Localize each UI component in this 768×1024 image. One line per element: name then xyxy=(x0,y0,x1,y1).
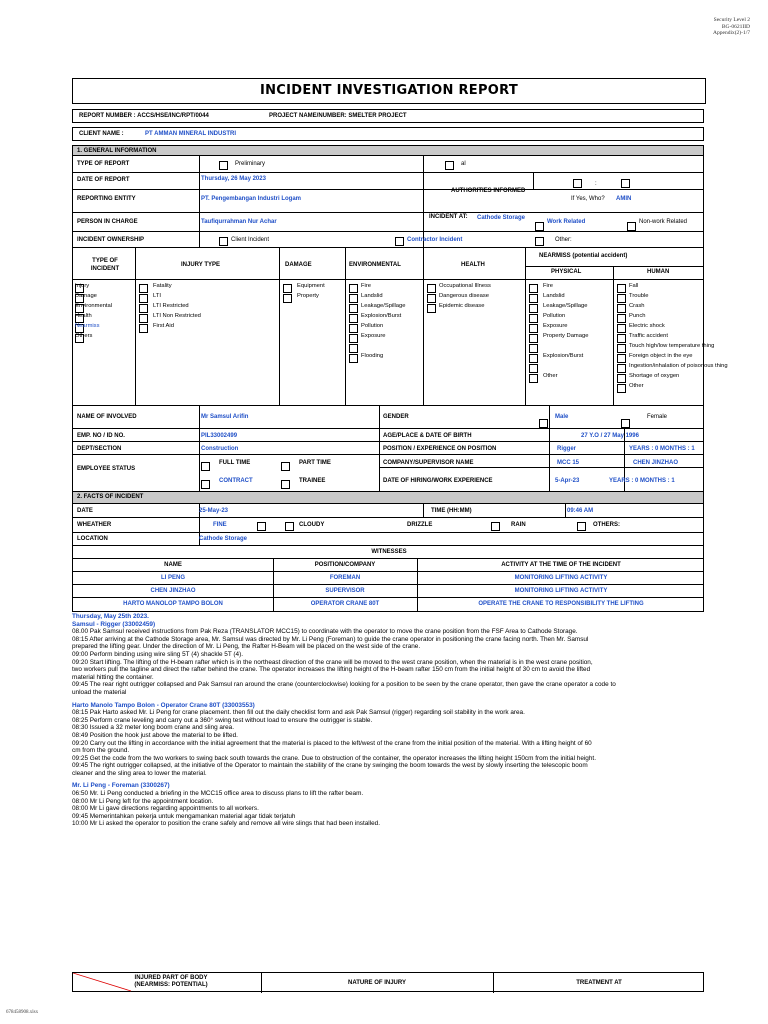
environmental-option-label: Exposure xyxy=(361,333,386,339)
physical-option-label: Other xyxy=(543,373,558,379)
emp-no-value: PIL33002499 xyxy=(201,433,238,439)
weather-label: WHEATHER xyxy=(77,522,112,528)
emp-no-label: EMP. NO / ID NO. xyxy=(77,433,125,439)
environmental-option-checkbox[interactable] xyxy=(349,304,358,313)
injury-option-label: LTI Restricted xyxy=(153,303,189,309)
environmental-option-checkbox[interactable] xyxy=(349,334,358,343)
witness-activity: MONITORING LIFTING ACTIVITY xyxy=(514,575,608,581)
human-option-label: Touch high/low temperature thing xyxy=(629,343,715,349)
incident-narrative xyxy=(72,613,704,970)
narrative-line: 09:25 Get the code from the two workers to swing back south towards the crane. Due to obstruction of the container, the operator increases the lifting height 150cm from the initial height. xyxy=(72,754,596,762)
type-option-label: Injury xyxy=(75,283,90,289)
position-label: POSITION / EXPERIENCE ON POSITION xyxy=(383,446,497,452)
witness-position: SUPERVISOR xyxy=(325,588,365,594)
incident-at-label: INCIDENT AT: xyxy=(429,214,468,220)
type-of-report-label: TYPE OF REPORT xyxy=(77,161,130,167)
contract-checkbox[interactable] xyxy=(201,480,210,489)
human-option-checkbox[interactable] xyxy=(617,294,626,303)
footer-injured-part: INJURED PART OF BODY (NEARMISS: POTENTIAL) xyxy=(134,975,208,988)
female-checkbox[interactable] xyxy=(621,419,630,428)
human-option-label: Trouble xyxy=(629,293,649,299)
position-value: Rigger xyxy=(557,446,577,452)
age-label: AGE/PLACE & DATE OF BIRTH xyxy=(383,433,472,439)
authorities-label: AUTHORITIES INFORMED xyxy=(451,188,526,194)
header-injury-type: INJURY TYPE xyxy=(181,262,221,268)
health-option-checkbox[interactable] xyxy=(427,284,436,293)
date-value: 25-May-23 xyxy=(199,508,229,514)
human-option-checkbox[interactable] xyxy=(617,354,626,363)
authorities-no-checkbox[interactable] xyxy=(621,179,630,188)
injury-option-label: Fatality xyxy=(153,283,172,289)
human-option-checkbox[interactable] xyxy=(617,344,626,353)
drizzle-label: DRIZZLE xyxy=(407,522,433,528)
location-label: LOCATION xyxy=(77,536,108,542)
person-in-charge-value: Taufiqurrahman Nur Achar xyxy=(201,219,277,225)
witness-name: LI PENG xyxy=(160,575,185,581)
narrative-line: 09:45 The right outrigger collapsed, at the initiative of the Operator to maintain the stability of the crane by swinging the boom towards the west by slowly inserting the telescopic boom xyxy=(72,762,588,770)
involved-person-block xyxy=(72,406,704,492)
security-appendix: Appendix(2)-1/7 xyxy=(713,30,750,36)
narrative-line: 09:00 Perform binding using wire sling 5T (4) shackle 5T (4). xyxy=(72,650,243,658)
date-label: DATE xyxy=(77,508,93,514)
narrative-line: cm from the ground. xyxy=(72,747,130,755)
non-work-related-label: Non-work Related xyxy=(639,219,688,225)
male-checkbox[interactable] xyxy=(539,419,548,428)
human-option-label: Shortage of oxygen xyxy=(629,373,680,379)
damage-option-label: Property xyxy=(297,293,319,299)
human-option-checkbox[interactable] xyxy=(617,304,626,313)
preliminary-checkbox[interactable] xyxy=(219,161,228,170)
trainee-label: TRAINEE xyxy=(299,478,326,484)
client-incident-checkbox[interactable] xyxy=(219,237,228,246)
narrative-line: 10:00 Mr Li asked the operator to position the crane safely and remove all wire slings that had been installed. xyxy=(72,820,380,828)
environmental-option-checkbox[interactable] xyxy=(349,294,358,303)
contract-label: CONTRACT xyxy=(219,478,253,484)
others-weather-label: OTHERS: xyxy=(593,522,620,528)
name-involved-value: Mr Samsul Arifin xyxy=(201,414,249,420)
narrative-line: 08:00 Mr Li gave directions regarding appointments to all workers. xyxy=(72,805,259,813)
human-option-label: Punch xyxy=(629,313,646,319)
type-option-label: Others xyxy=(75,333,93,339)
authorities-yes-checkbox[interactable] xyxy=(573,179,582,188)
rain-checkbox[interactable] xyxy=(577,522,586,531)
footer-treatment-at: TREATMENT AT xyxy=(576,980,622,986)
human-option-checkbox[interactable] xyxy=(617,374,626,383)
employee-status-label: EMPLOYEE STATUS xyxy=(77,466,136,472)
hiring-value: 5-Apr-23 xyxy=(555,478,580,484)
physical-option-checkbox[interactable] xyxy=(529,314,538,323)
preliminary-label: Preliminary xyxy=(235,161,266,167)
project-label: PROJECT NAME/NUMBER: SMELTER PROJECT xyxy=(269,113,407,119)
environmental-option-label: Pollution xyxy=(361,323,384,329)
incident-at-value: Cathode Storage xyxy=(477,215,526,221)
cloudy-checkbox[interactable] xyxy=(285,522,294,531)
damage-option-label: Equipment xyxy=(297,283,325,289)
narrative-line: cleaner and the sling area to lower the material. xyxy=(72,769,207,777)
human-option-checkbox[interactable] xyxy=(617,284,626,293)
age-value: 27 Y.O / 27 May 1996 xyxy=(581,433,639,439)
injury-option-checkbox[interactable] xyxy=(139,284,148,293)
narrative-line: material hitting the container. xyxy=(72,673,154,681)
other-ownership-label: Other: xyxy=(555,237,572,243)
location-value: Cathode Storage xyxy=(199,536,248,542)
other-ownership-checkbox[interactable] xyxy=(535,237,544,246)
time-value: 09:46 AM xyxy=(567,508,594,514)
fine-checkbox[interactable] xyxy=(257,522,266,531)
narrative-line: 08:15 Pak Harto asked Mr. Li Peng for crane placement. then fill out the daily checklist form and ask Pak Samsul (rigger) regarding soil stability in the work area. xyxy=(72,709,525,717)
non-work-related-checkbox[interactable] xyxy=(627,222,636,231)
witnesses-label: WITNESSES xyxy=(371,549,407,555)
environmental-option-checkbox[interactable] xyxy=(349,344,358,353)
fine-label: FINE xyxy=(213,522,227,528)
witness-header-position: POSITION/COMPANY xyxy=(314,562,376,568)
environmental-option-checkbox[interactable] xyxy=(349,284,358,293)
witness-position: FOREMAN xyxy=(329,575,361,581)
physical-option-label: Exposure xyxy=(543,323,568,329)
human-option-label: Crash xyxy=(629,303,645,309)
header-environmental: ENVIRONMENTAL xyxy=(349,262,401,268)
incident-type-grid xyxy=(72,248,728,406)
environmental-option-label: Explosion/Burst xyxy=(361,313,402,319)
narrative-heading: Thursday, May 25th 2023. xyxy=(72,613,149,620)
physical-option-checkbox[interactable] xyxy=(529,304,538,313)
environmental-option-checkbox[interactable] xyxy=(349,324,358,333)
full-time-label: FULL TIME xyxy=(219,460,251,466)
narrative-line: prepared the lifting gear. Under the direction of Mr. Li Peng, the Rafter H-Beam will be placed on the west side of the crane. xyxy=(72,643,421,651)
company-value: MCC 15 xyxy=(557,460,580,466)
physical-option-checkbox[interactable] xyxy=(529,354,538,363)
section-general-information: 1. GENERAL INFORMATION xyxy=(72,145,704,156)
narrative-heading: Mr. Li Peng - Foreman (3300267) xyxy=(72,782,170,790)
physical-option-checkbox[interactable] xyxy=(529,364,538,373)
security-level: Security Level 2 xyxy=(713,17,750,23)
rain-label: RAIN xyxy=(511,522,526,528)
witness-position: OPERATOR CRANE 80T xyxy=(310,601,380,607)
injury-option-label: First Aid xyxy=(153,323,174,329)
name-involved-label: NAME OF INVOLVED xyxy=(77,414,137,420)
dept-value: Construction xyxy=(201,446,239,452)
narrative-line: 09:20 Start lifting. The lifting of the H-beam rafter which is in the northeast direction of the crane will be moved to the west crane position, when the material is in the west crane position, xyxy=(72,658,593,666)
trainee-checkbox[interactable] xyxy=(281,480,290,489)
incident-ownership-label: INCIDENT OWNERSHIP xyxy=(77,237,145,243)
time-label: TIME (HH:MM) xyxy=(431,508,472,514)
company-label: COMPANY/SUPERVISOR NAME xyxy=(383,460,474,466)
human-option-label: Other xyxy=(629,383,644,389)
gender-male-label: Male xyxy=(555,414,569,420)
narrative-line: 08:25 Perform crane leveling and carry out a 360° swing test without load to ensure the outrigger is stable. xyxy=(72,716,373,724)
footer-nature-of-injury: NATURE OF INJURY xyxy=(347,980,406,986)
hiring-label: DATE OF HIRING/WORK EXPERIENCE xyxy=(383,478,493,484)
health-option-label: Epidemic disease xyxy=(439,303,485,309)
environmental-option-label: Landslid xyxy=(361,293,383,299)
narrative-line: 08:30 Issued a 32 meter long boom crane and sling area. xyxy=(72,724,235,732)
physical-option-checkbox[interactable] xyxy=(529,284,538,293)
witness-activity: OPERATE THE CRANE TO RESPONSIBILITY THE LIFTING xyxy=(478,601,644,607)
human-option-checkbox[interactable] xyxy=(617,364,626,373)
final-checkbox[interactable] xyxy=(445,161,454,170)
header-physical: PHYSICAL xyxy=(551,269,582,275)
health-option-checkbox[interactable] xyxy=(427,304,436,313)
human-option-checkbox[interactable] xyxy=(617,384,626,393)
injury-footer-table xyxy=(72,972,704,992)
injury-option-checkbox[interactable] xyxy=(139,304,148,313)
human-option-label: Traffic accident xyxy=(629,333,668,339)
reporting-entity-label: REPORTING ENTITY xyxy=(77,196,136,202)
human-option-label: Electric shock xyxy=(629,323,665,329)
dept-label: DEPT/SECTION xyxy=(77,446,122,452)
date-of-report-value: Thursday, 26 May 2023 xyxy=(201,176,266,182)
narrative-line: 09:45 The rear right outrigger collapsed and Pak Samsul ran around the crane (counterclockwise) looking for a position to be seen by the crane operator, then gave the crane operator a code to xyxy=(72,681,616,689)
physical-option-label: Leakage/Spillage xyxy=(543,303,588,309)
cloudy-label: CLOUDY xyxy=(299,522,325,528)
narrative-line: 06:50 Mr. Li Peng conducted a briefing in the MCC15 office area to discuss plans to lift the rafter beam. xyxy=(72,790,364,798)
health-option-label: Dangerous disease xyxy=(439,293,489,299)
narrative-line: 08:15 After arriving at the Cathode Storage area, Mr. Samsul was directed by Mr. Li Peng (Foreman) to guide the crane operator in positioning the crane facing north. Then Mr. Samsul xyxy=(72,635,589,643)
narrative-line: 08.00 Pak Samsul received instructions from Pak Reza (TRANSLATOR MCC15) to coordinate with the operator to move the crane position from the FSF Area to Cathode Storage. xyxy=(72,628,578,636)
contractor-incident-checkbox[interactable] xyxy=(395,237,404,246)
if-yes-label: If Yes, Who? xyxy=(571,196,605,202)
health-option-checkbox[interactable] xyxy=(427,294,436,303)
human-option-label: Foreign object in the eye xyxy=(629,353,693,359)
narrative-line: two workers pull the tagline and direct the rafter behind the crane. The operator increases the lifting height of the H-beam rafter 150 cm from the initial height of 30 cm to avoid the lifted xyxy=(72,666,591,674)
if-yes-value: AMIN xyxy=(616,196,632,202)
witness-name: CHEN JINZHAO xyxy=(150,588,196,594)
header-human: HUMAN xyxy=(647,269,670,275)
client-incident-label: Client Incident xyxy=(231,237,270,243)
client-row xyxy=(72,127,704,141)
physical-option-label: Pollution xyxy=(543,313,566,319)
injury-option-checkbox[interactable] xyxy=(139,324,148,333)
human-option-checkbox[interactable] xyxy=(617,314,626,323)
narrative-line: unload the material xyxy=(72,688,127,696)
human-option-checkbox[interactable] xyxy=(617,324,626,333)
physical-option-checkbox[interactable] xyxy=(529,374,538,383)
full-time-checkbox[interactable] xyxy=(201,462,210,471)
type-option-label: Environmental xyxy=(75,303,113,309)
health-option-label: Occupational Illness xyxy=(439,283,491,289)
witness-header-name: NAME xyxy=(164,562,182,568)
drizzle-checkbox[interactable] xyxy=(491,522,500,531)
contractor-incident-label: Contractor Incident xyxy=(407,237,463,243)
physical-option-label: Landslid xyxy=(543,293,565,299)
client-value: PT AMMAN MINERAL INDUSTRI xyxy=(145,131,236,137)
report-number-label: REPORT NUMBER : ACCS/HSE/INC/RPT/0044 xyxy=(79,113,209,119)
facts-block xyxy=(72,504,704,546)
narrative-line: 08:49 Position the hook just above the material to be lifted. xyxy=(72,731,238,739)
witness-header-activity: ACTIVITY AT THE TIME OF THE INCIDENT xyxy=(501,562,621,568)
final-label: al xyxy=(461,161,466,167)
reporting-entity-value: PT. Pengembangan Industri Logam xyxy=(201,196,302,202)
work-related-checkbox[interactable] xyxy=(535,222,544,231)
injury-option-checkbox[interactable] xyxy=(139,294,148,303)
work-related-label: Work Related xyxy=(547,219,586,225)
supervisor-value: CHEN JINZHAO xyxy=(633,460,679,466)
header-type-of-incident: TYPE OF INCIDENT xyxy=(90,258,120,272)
witness-activity: MONITORING LIFTING ACTIVITY xyxy=(514,588,608,594)
gender-label: GENDER xyxy=(383,414,409,420)
part-time-checkbox[interactable] xyxy=(281,462,290,471)
gender-female-label: Female xyxy=(647,414,668,420)
human-option-label: Ingestion/inhalation of poisonous thing xyxy=(629,363,728,369)
physical-option-checkbox[interactable] xyxy=(529,344,538,353)
physical-option-checkbox[interactable] xyxy=(529,294,538,303)
date-of-report-label: DATE OF REPORT xyxy=(77,177,130,183)
physical-option-label: Property Damage xyxy=(543,333,589,339)
damage-option-checkbox[interactable] xyxy=(283,294,292,303)
human-option-checkbox[interactable] xyxy=(617,334,626,343)
narrative-line: 09:45 Memerintahkan pekerja untuk mengamankan material agar tidak terjatuh xyxy=(72,812,296,820)
header-nearmiss: NEARMISS (potential accident) xyxy=(539,253,628,259)
physical-option-label: Explosion/Burst xyxy=(543,353,584,359)
environmental-option-checkbox[interactable] xyxy=(349,354,358,363)
file-code: 678458908.xlsx xyxy=(6,1010,39,1015)
page-title: INCIDENT INVESTIGATION REPORT xyxy=(72,78,706,104)
security-reference xyxy=(713,17,750,37)
narrative-heading: Samsul - Rigger (33002459) xyxy=(72,620,156,628)
general-info-block xyxy=(72,156,704,248)
type-option-label: Damage xyxy=(75,293,97,299)
injury-option-label: LTI Non Restricted xyxy=(153,313,201,319)
header-damage: DAMAGE xyxy=(285,262,312,268)
report-number-row xyxy=(72,109,704,123)
environmental-option-label: Fire xyxy=(361,283,371,289)
damage-option-checkbox[interactable] xyxy=(283,284,292,293)
environmental-option-label: Leakage/Spillage xyxy=(361,303,406,309)
injury-option-checkbox[interactable] xyxy=(139,314,148,323)
narrative-heading: Harto Manolo Tampo Bolon - Operator Crane 80T (33003553) xyxy=(72,701,255,709)
section-facts-of-incident: 2. FACTS OF INCIDENT xyxy=(72,492,704,504)
part-time-label: PART TIME xyxy=(299,460,331,466)
security-code: BG-0621IID xyxy=(721,23,750,30)
narrative-line: 08:00 Mr Li Peng left for the appointment location. xyxy=(72,797,214,805)
client-label: CLIENT NAME : xyxy=(79,131,124,137)
human-option-label: Fall xyxy=(629,283,639,289)
type-option-label: Health xyxy=(75,313,92,319)
witness-name: HARTO MANOLOP TAMPO BOLON xyxy=(123,601,223,607)
position-years: YEARS : 0 MONTHS : 1 xyxy=(629,446,695,452)
injury-option-label: LTI xyxy=(153,293,161,299)
header-health: HEALTH xyxy=(461,262,485,268)
physical-option-checkbox[interactable] xyxy=(529,324,538,333)
physical-option-checkbox[interactable] xyxy=(529,334,538,343)
physical-option-label: Fire xyxy=(543,283,553,289)
authorities-colon: : xyxy=(595,181,597,187)
environmental-option-checkbox[interactable] xyxy=(349,314,358,323)
hiring-years: YEARS : 0 MONTHS : 1 xyxy=(609,478,675,484)
witnesses-table xyxy=(72,546,704,612)
narrative-line: 09:20 Carry out the lifting in accordance with the initial agreement that the material is placed to the left/west of the crane from the initial position of the material. With a lifting height of 60 xyxy=(72,739,592,747)
environmental-option-label: Flooding xyxy=(361,353,384,359)
type-option-label: Nearmiss xyxy=(75,323,100,329)
person-in-charge-label: PERSON IN CHARGE xyxy=(77,219,138,225)
